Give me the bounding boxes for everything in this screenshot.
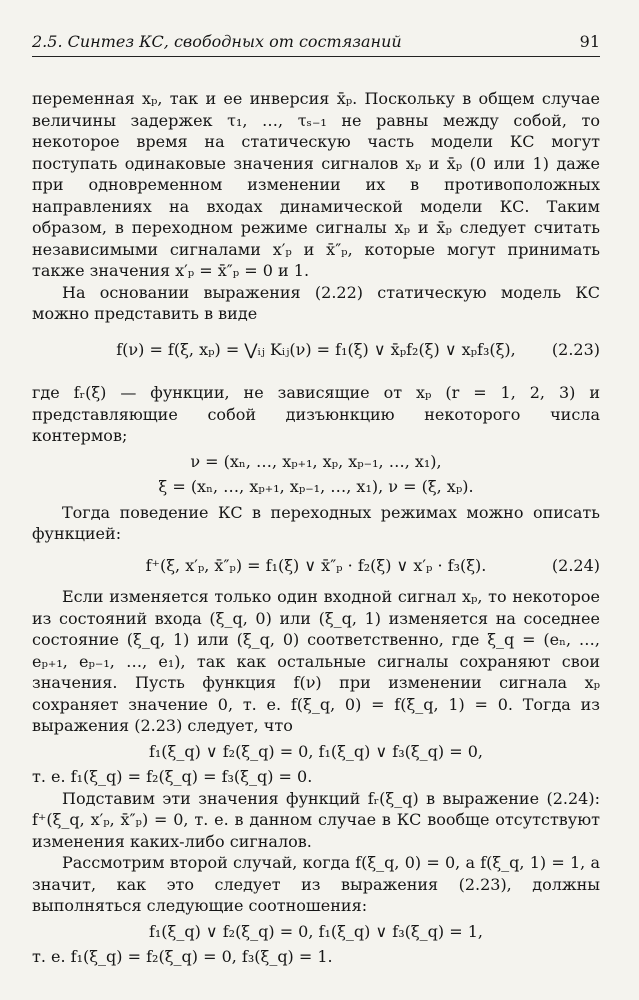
paragraph: т. е. f₁(ξ_q) = f₂(ξ_q) = f₃(ξ_q) = 0. xyxy=(32,767,313,786)
equation-2-23 xyxy=(32,339,600,361)
paragraph: переменная xₚ, так и ее инверсия x̄ₚ. Поскольку в общем случае величины задержек τ₁, …, τₛ₋₁ не равны между собой, то некоторое время на статическую часть модели КС могут поступать одинаковые значения сигналов xₚ и x̄ₚ (0 или 1) даже при одновременном изменении их в противоположных направлениях на входах динамической модели КС. Таким образом, в переходном режиме сигналы xₚ и x̄ₚ следует считать независимыми сигналами x′ₚ и x̄″ₚ, которые могут принимать также значения x′ₚ = x̄″ₚ = 0 и 1. xyxy=(32,89,600,280)
equation-number: (2.24) xyxy=(551,555,600,575)
equation-body: f(ν) = f(ξ, xₚ) = ⋁ᵢⱼ Kᵢⱼ(ν) = f₁(ξ) ∨ x̄ₚf₂(ξ) ∨ xₚf₃(ξ), xyxy=(116,339,516,359)
page-number: 91 xyxy=(579,32,600,51)
equation-nu: ν = (xₙ, …, xₚ₊₁, xₚ, xₚ₋₁, …, x₁), xyxy=(190,451,442,471)
equation-number: (2.23) xyxy=(551,339,600,359)
header-rule xyxy=(32,56,600,57)
page-body xyxy=(32,88,600,968)
section-title: 2.5. Синтез КС, свободных от состязаний xyxy=(32,32,402,51)
equation-case-2: f₁(ξ_q) ∨ f₂(ξ_q) = 0, f₁(ξ_q) ∨ f₃(ξ_q) = 1, xyxy=(148,921,484,941)
running-header xyxy=(32,32,600,52)
paragraph: Если изменяется только один входной сигнал xₚ, то некоторое из состояний входа (ξ_q, 0) или (ξ_q, 1) изменяется на соседнее состояние (ξ_q, 1) или (ξ_q, 0) соответственно, где ξ_q = (eₙ, …, eₚ₊₁, eₚ₋₁, …, e₁), так как остальные сигналы сохраняют свои значения. Пусть функция f(ν) при изменении сигнала xₚ сохраняет значение 0, т. е. f(ξ_q, 0) = f(ξ_q, 1) = 0. Тогда из выражения (2.23) следует, что xyxy=(32,587,600,735)
paragraph: где fᵣ(ξ) — функции, не зависящие от xₚ (r = 1, 2, 3) и представляющие собой дизъюнкцию некоторого числа контермов; xyxy=(32,383,600,445)
paragraph: Подставим эти значения функций fᵣ(ξ_q) в выражение (2.24): f⁺(ξ_q, x′ₚ, x̄″ₚ) = 0, т. е. в данном случае в КС вообще отсутствуют изменения каких-либо сигналов. xyxy=(32,788,600,851)
paragraph: На основании выражения (2.22) статическую модель КС можно представить в виде xyxy=(32,282,600,323)
paragraph: Тогда поведение КС в переходных режимах можно описать функцией: xyxy=(32,502,600,543)
equation-case-1: f₁(ξ_q) ∨ f₂(ξ_q) = 0, f₁(ξ_q) ∨ f₃(ξ_q) = 0, xyxy=(148,741,484,761)
equation-xi: ξ = (xₙ, …, xₚ₊₁, xₚ₋₁, …, x₁), ν = (ξ, xₚ). xyxy=(158,477,474,496)
equation-body: f⁺(ξ, x′ₚ, x̄″ₚ) = f₁(ξ) ∨ x̄″ₚ · f₂(ξ) ∨ x′ₚ · f₃(ξ). xyxy=(145,555,487,575)
paragraph: т. е. f₁(ξ_q) = f₂(ξ_q) = 0, f₃(ξ_q) = 1. xyxy=(32,947,333,966)
paragraph: Рассмотрим второй случай, когда f(ξ_q, 0) = 0, а f(ξ_q, 1) = 1, а значит, как это следует из выражения (2.23), должны выполняться следующие соотношения: xyxy=(32,853,600,915)
equation-2-24 xyxy=(32,555,600,577)
